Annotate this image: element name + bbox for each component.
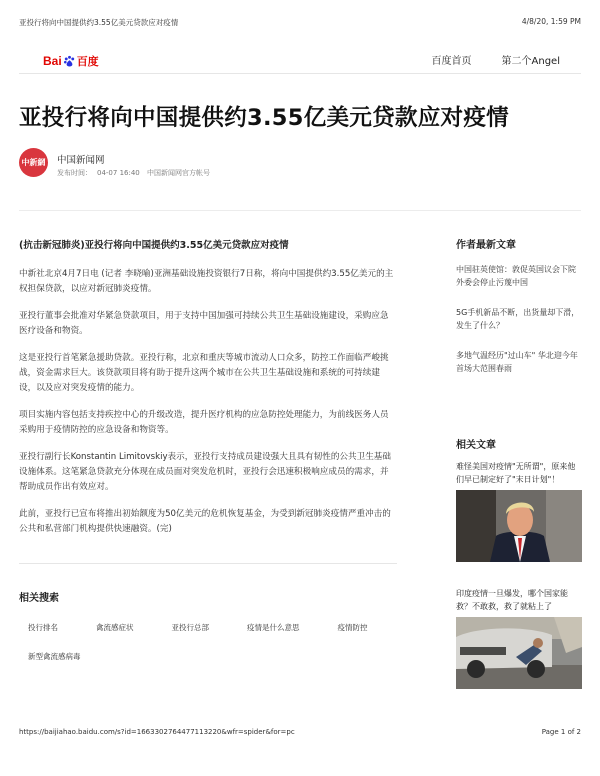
- publish-time: 04-07 16:40: [97, 169, 140, 177]
- search-tag[interactable]: 亚投行总部: [171, 623, 209, 632]
- sidebar-latest: [456, 236, 582, 393]
- publish-meta: [57, 168, 215, 178]
- avatar-text: 中新網: [21, 158, 46, 167]
- street-photo-icon: [456, 617, 582, 689]
- print-title: 亚投行将向中国提供约3.55亿美元贷款应对疫情: [19, 18, 179, 27]
- article-paragraph: 这是亚投行首笔紧急援助贷款。亚投行称，北京和重庆等城市流动人口众多，防控工作面临严峻挑战，资金需求巨大。该贷款项目将有助于提升这两个城市在公共卫生基础设施和系统的可持续建设，以及应对突发疫情的能力。: [19, 353, 389, 393]
- search-tag[interactable]: 疫情防控: [337, 623, 368, 632]
- paw-icon: [63, 55, 76, 68]
- search-tag[interactable]: 疫情是什么意思: [247, 623, 300, 632]
- divider: [19, 73, 581, 74]
- search-tag[interactable]: 新型禽流感病毒: [28, 652, 81, 661]
- page-number: Page 1 of 2: [541, 728, 581, 736]
- related-article-link[interactable]: 难怪美国对疫情"无所谓"，原来他们早已制定好了"末日计划"！: [456, 462, 576, 484]
- article-lead: (抗击新冠肺炎)亚投行将向中国提供约3.55亿美元贷款应对疫情: [19, 240, 289, 251]
- account-label: 中国新闻网官方帐号: [146, 169, 210, 177]
- person-photo-icon: [456, 490, 582, 562]
- article-body: [19, 237, 397, 549]
- print-header: [19, 17, 581, 29]
- related-search-tags: [19, 622, 397, 662]
- source-name[interactable]: 中国新闻网: [57, 155, 105, 166]
- related-article-card[interactable]: [456, 461, 582, 562]
- article-paragraph: 亚投行副行长Konstantin Limitovskiy表示，亚投行支持成员建设强大且具有韧性的公共卫生基础设施体系。这笔紧急贷款充分体现在成员面对突发危机时，亚投行会迅速积极响应成员的需求，并帮助成员作出有效应对。: [19, 452, 391, 492]
- article-paragraph: 项目实施内容包括支持疾控中心的升级改造，提升医疗机构的应急防控处理能力，为前线医务人员采购用于疫情防控的应急设备和物资等。: [19, 410, 389, 435]
- search-tag[interactable]: 禽流感症状: [96, 623, 134, 632]
- logo-text-baidu: 百度: [76, 55, 99, 68]
- article-paragraph: 中新社北京4月7日电 (记者 李晓喻)亚洲基础设施投资银行7日称，将向中国提供约3.55亿美元的主权担保贷款，以应对新冠肺炎疫情。: [19, 269, 394, 294]
- related-articles-title: 相关文章: [456, 440, 496, 451]
- article-paragraph: 亚投行董事会批准对华紧急贷款项目，用于支持中国加强可持续公共卫生基础设施建设，采购应急医疗设备和物资。: [19, 311, 389, 336]
- divider: [19, 210, 581, 211]
- logo-text-bai: Bai: [43, 54, 62, 68]
- publish-label: 发布时间：: [57, 169, 92, 177]
- print-datetime: 4/8/20, 1:59 PM: [521, 17, 581, 26]
- nav-second-angel[interactable]: 第二个Angel: [501, 56, 560, 67]
- divider: [19, 563, 397, 564]
- article-paragraph: 此前，亚投行已宣布将推出初始额度为50亿美元的危机恢复基金，为受到新冠肺炎疫情严重冲击的公共和私营部门机构提供快速融资。(完): [19, 509, 391, 534]
- related-article-card[interactable]: [456, 588, 582, 689]
- related-search-title: 相关搜索: [19, 593, 59, 604]
- latest-articles-title: 作者最新文章: [456, 240, 516, 251]
- latest-article-link[interactable]: 中国驻英使馆：敦促英国议会下院外委会停止污蔑中国: [456, 265, 576, 287]
- related-article-link[interactable]: 印度疫情一旦爆发，哪个国家能救？不敢救，救了就粘上了: [456, 589, 568, 611]
- page-url: https://baijiahao.baidu.com/s?id=1663302764477113220&wfr=spider&for=pc: [19, 728, 295, 736]
- related-search: [19, 589, 397, 662]
- related-article-image[interactable]: [456, 617, 582, 689]
- avatar[interactable]: [19, 148, 48, 177]
- latest-article-link[interactable]: 多地气温经历"过山车" 华北迎今年首场大范围春雨: [456, 351, 578, 373]
- latest-articles-list: [456, 264, 582, 375]
- page-title: 亚投行将向中国提供约3.55亿美元贷款应对疫情: [19, 105, 509, 131]
- baidu-logo[interactable]: [43, 52, 99, 70]
- related-article-image[interactable]: [456, 490, 582, 562]
- search-tag[interactable]: 投行排名: [28, 623, 58, 632]
- top-nav: [432, 52, 560, 67]
- nav-baidu-home[interactable]: 百度首页: [431, 56, 472, 67]
- latest-article-link[interactable]: 5G手机新品不断，出货量却下滑，发生了什么？: [456, 308, 580, 330]
